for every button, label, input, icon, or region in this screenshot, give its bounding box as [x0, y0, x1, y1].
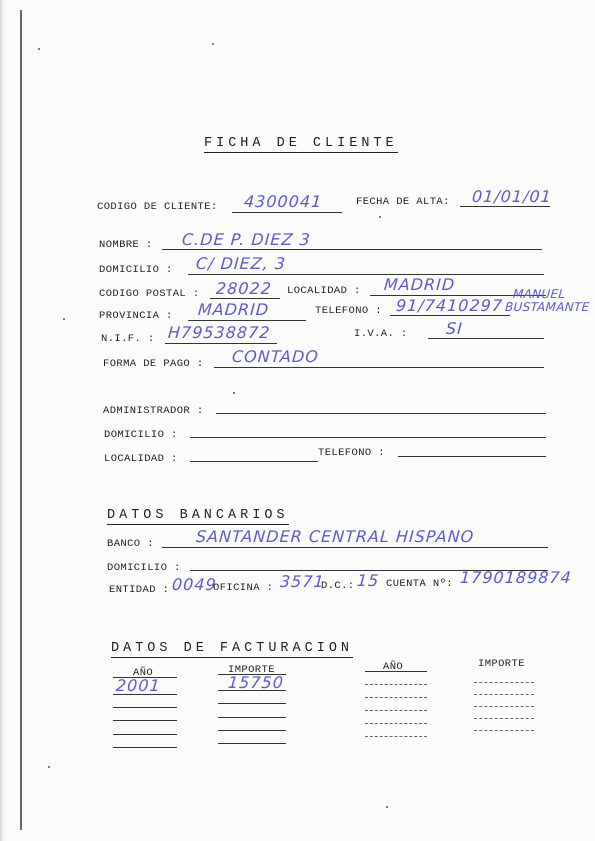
dc-label: D.C.: — [321, 580, 355, 592]
nif-label: N.I.F. : — [101, 333, 155, 345]
fecha-alta-value[interactable]: 01/01/01 — [471, 187, 553, 206]
importe-right-row-line — [474, 706, 534, 707]
iva-label: I.V.A. : — [354, 328, 408, 340]
scan-speck — [38, 48, 40, 50]
nombre-label: NOMBRE : — [99, 239, 153, 251]
admin-localidad-label: LOCALIDAD : — [104, 453, 178, 465]
provincia-value[interactable]: MADRID — [197, 300, 270, 319]
codigo-cliente-value[interactable]: 4300041 — [243, 192, 323, 211]
domicilio-value[interactable]: C/ DIEZ, 3 — [195, 254, 287, 273]
dc-value[interactable]: 15 — [356, 571, 381, 590]
importe-row-line — [218, 717, 286, 718]
telefono-label: TELEFONO : — [315, 305, 383, 317]
domicilio-line — [188, 274, 544, 275]
oficina-value[interactable]: 3571 — [279, 572, 326, 591]
codigo-postal-value[interactable]: 28022 — [215, 279, 273, 298]
entidad-value[interactable]: 0049 — [171, 575, 218, 594]
admin-localidad-line — [190, 461, 318, 462]
scan-speck — [48, 766, 50, 768]
nombre-line — [162, 249, 542, 250]
codigo-postal-line — [210, 298, 280, 299]
contacto-apellido[interactable]: BUSTAMANTE — [504, 300, 591, 314]
scan-border — [20, 10, 22, 830]
scan-speck — [379, 216, 381, 218]
admin-domicilio-line — [190, 437, 546, 438]
scan-speck — [386, 806, 388, 808]
ano-header-right: AÑO — [383, 661, 404, 673]
codigo-postal-label: CODIGO POSTAL : — [99, 288, 200, 300]
admin-telefono-label: TELEFONO : — [318, 447, 386, 459]
telefono-value[interactable]: 91/7410297 — [395, 296, 504, 315]
importe-header-left: IMPORTE — [228, 664, 275, 676]
forma-pago-label: FORMA DE PAGO : — [103, 358, 204, 370]
ano-row-line — [113, 694, 177, 695]
banco-domicilio-label: DOMICILIO : — [107, 562, 181, 574]
scan-speck — [63, 318, 65, 320]
ano-right-row-line — [365, 684, 427, 685]
localidad-value[interactable]: MADRID — [383, 275, 456, 294]
factura-ano-2001[interactable]: 2001 — [115, 676, 162, 695]
telefono-line — [390, 315, 510, 316]
ano-right-row-line — [365, 710, 427, 711]
importe-header-right: IMPORTE — [478, 658, 525, 670]
importe-right-row-line — [474, 682, 534, 683]
scan-speck — [233, 392, 235, 394]
importe-row-line — [218, 703, 286, 704]
domicilio-label: DOMICILIO : — [99, 264, 173, 276]
admin-telefono-line — [398, 456, 546, 457]
cuenta-value[interactable]: 1790189874 — [459, 568, 573, 587]
ano-row-line — [113, 747, 177, 748]
forma-pago-line — [214, 367, 544, 368]
nif-value[interactable]: H79538872 — [167, 323, 272, 342]
banco-label: BANCO : — [107, 538, 154, 550]
banco-line — [162, 547, 548, 548]
oficina-label: OFICINA : — [213, 582, 274, 594]
forma-pago-value[interactable]: CONTADO — [231, 347, 320, 366]
provincia-label: PROVINCIA : — [99, 310, 173, 322]
scan-speck — [212, 43, 214, 45]
entidad-label: ENTIDAD : — [109, 584, 170, 596]
admin-domicilio-label: DOMICILIO : — [104, 429, 178, 441]
bancarios-title: DATOS BANCARIOS — [107, 508, 289, 523]
administrador-line — [216, 413, 546, 414]
nombre-value[interactable]: C.DE P. DIEZ 3 — [181, 230, 312, 249]
ano-row-line — [113, 734, 177, 735]
localidad-label: LOCALIDAD : — [287, 285, 361, 297]
banco-value[interactable]: SANTANDER CENTRAL HISPANO — [195, 527, 475, 546]
factura-importe-15750[interactable]: 15750 — [227, 673, 285, 692]
ano-header-right-line — [365, 671, 427, 672]
codigo-cliente-line — [232, 212, 342, 213]
iva-line — [428, 338, 544, 339]
ano-right-row-line — [365, 697, 427, 698]
ano-header-left: AÑO — [133, 667, 154, 679]
importe-right-row-line — [474, 718, 534, 719]
ano-row-line — [113, 720, 177, 721]
importe-row-line — [218, 743, 286, 744]
provincia-line — [188, 320, 306, 321]
fecha-alta-label: FECHA DE ALTA: — [356, 196, 450, 208]
nif-line — [165, 343, 277, 344]
cuenta-label: CUENTA Nº: — [386, 578, 454, 590]
importe-right-row-line — [474, 730, 534, 731]
importe-right-row-line — [474, 694, 534, 695]
importe-row-line — [218, 690, 286, 691]
codigo-cliente-label: CODIGO DE CLIENTE: — [97, 201, 218, 213]
administrador-label: ADMINISTRADOR : — [103, 405, 204, 417]
fecha-alta-line — [460, 206, 550, 207]
importe-row-line — [218, 730, 286, 731]
facturacion-title: DATOS DE FACTURACION — [111, 641, 354, 656]
scan-edge — [0, 0, 26, 841]
ano-right-row-line — [365, 736, 427, 737]
ano-right-row-line — [365, 723, 427, 724]
form-title: FICHA DE CLIENTE — [204, 136, 398, 151]
iva-value[interactable]: SI — [445, 319, 464, 338]
ano-row-line — [113, 707, 177, 708]
contacto-nombre[interactable]: MANUEL — [512, 287, 566, 301]
